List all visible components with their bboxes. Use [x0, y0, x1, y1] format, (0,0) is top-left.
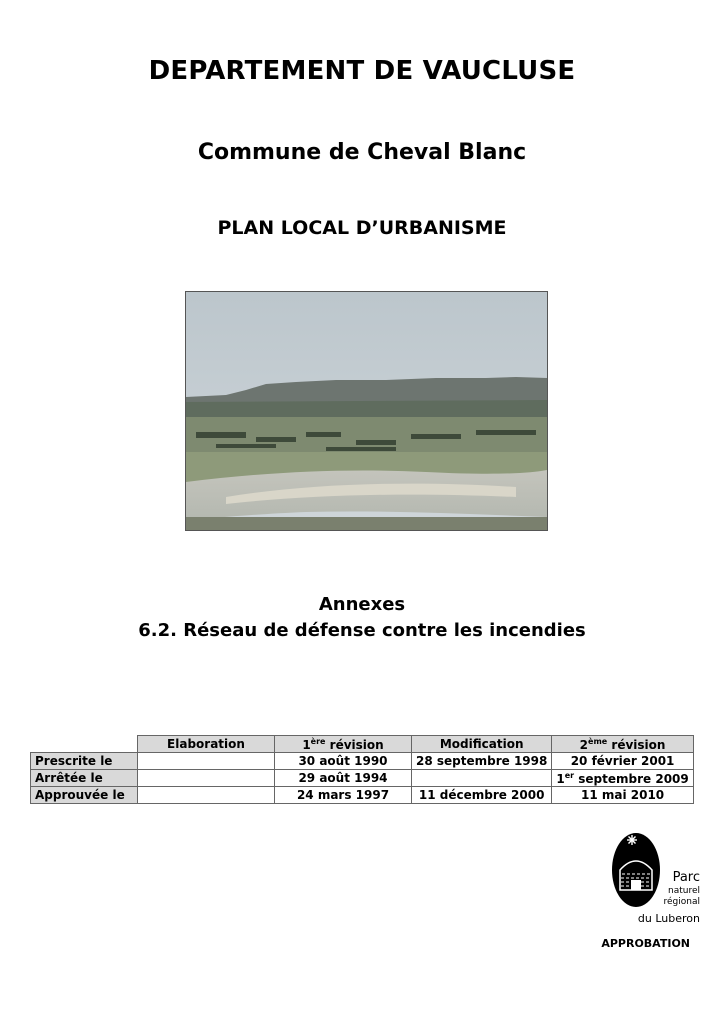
cell-modification: 11 décembre 2000 [412, 787, 552, 804]
cell-elaboration [138, 787, 275, 804]
table-corner [31, 736, 138, 753]
parc-luberon-logo [606, 826, 702, 926]
table-row [31, 787, 694, 804]
cell-modification: 28 septembre 1998 [412, 753, 552, 770]
cell-elaboration [138, 753, 275, 770]
cell-rev2: 11 mai 2010 [552, 787, 693, 804]
cell-rev1: 24 mars 1997 [275, 787, 412, 804]
column-header-elaboration: Elaboration [138, 736, 275, 753]
revision-table [30, 735, 694, 804]
logo-line3: régional [663, 897, 700, 907]
table-row [31, 770, 694, 787]
cell-modification [412, 770, 552, 787]
annex-title: Annexes [318, 594, 406, 615]
cell-rev1: 30 août 1990 [275, 753, 412, 770]
annex-subtitle: 6.2. Réseau de défense contre les incendies [138, 620, 586, 641]
status-label: APPROBATION [601, 937, 690, 950]
column-header-modification: Modification [412, 736, 552, 753]
row-label: Prescrite le [31, 753, 138, 770]
logo-line4: du Luberon [637, 912, 700, 925]
cell-rev2: 1er septembre 2009 [552, 770, 693, 787]
logo-line2: naturel [668, 886, 700, 896]
cell-rev2: 20 février 2001 [552, 753, 693, 770]
row-label: Approuvée le [31, 787, 138, 804]
column-header-rev2: 2ème révision [552, 736, 693, 753]
landscape-photo [185, 291, 548, 531]
plan-title: PLAN LOCAL D’URBANISME [217, 217, 507, 239]
cell-rev1: 29 août 1994 [275, 770, 412, 787]
cell-elaboration [138, 770, 275, 787]
table-row [31, 753, 694, 770]
row-label: Arrêtée le [31, 770, 138, 787]
column-header-rev1: 1ère révision [275, 736, 412, 753]
sun-icon [627, 835, 637, 845]
commune-title: Commune de Cheval Blanc [197, 140, 527, 165]
logo-line1: Parc [672, 870, 700, 885]
department-title: DEPARTEMENT DE VAUCLUSE [148, 56, 576, 86]
